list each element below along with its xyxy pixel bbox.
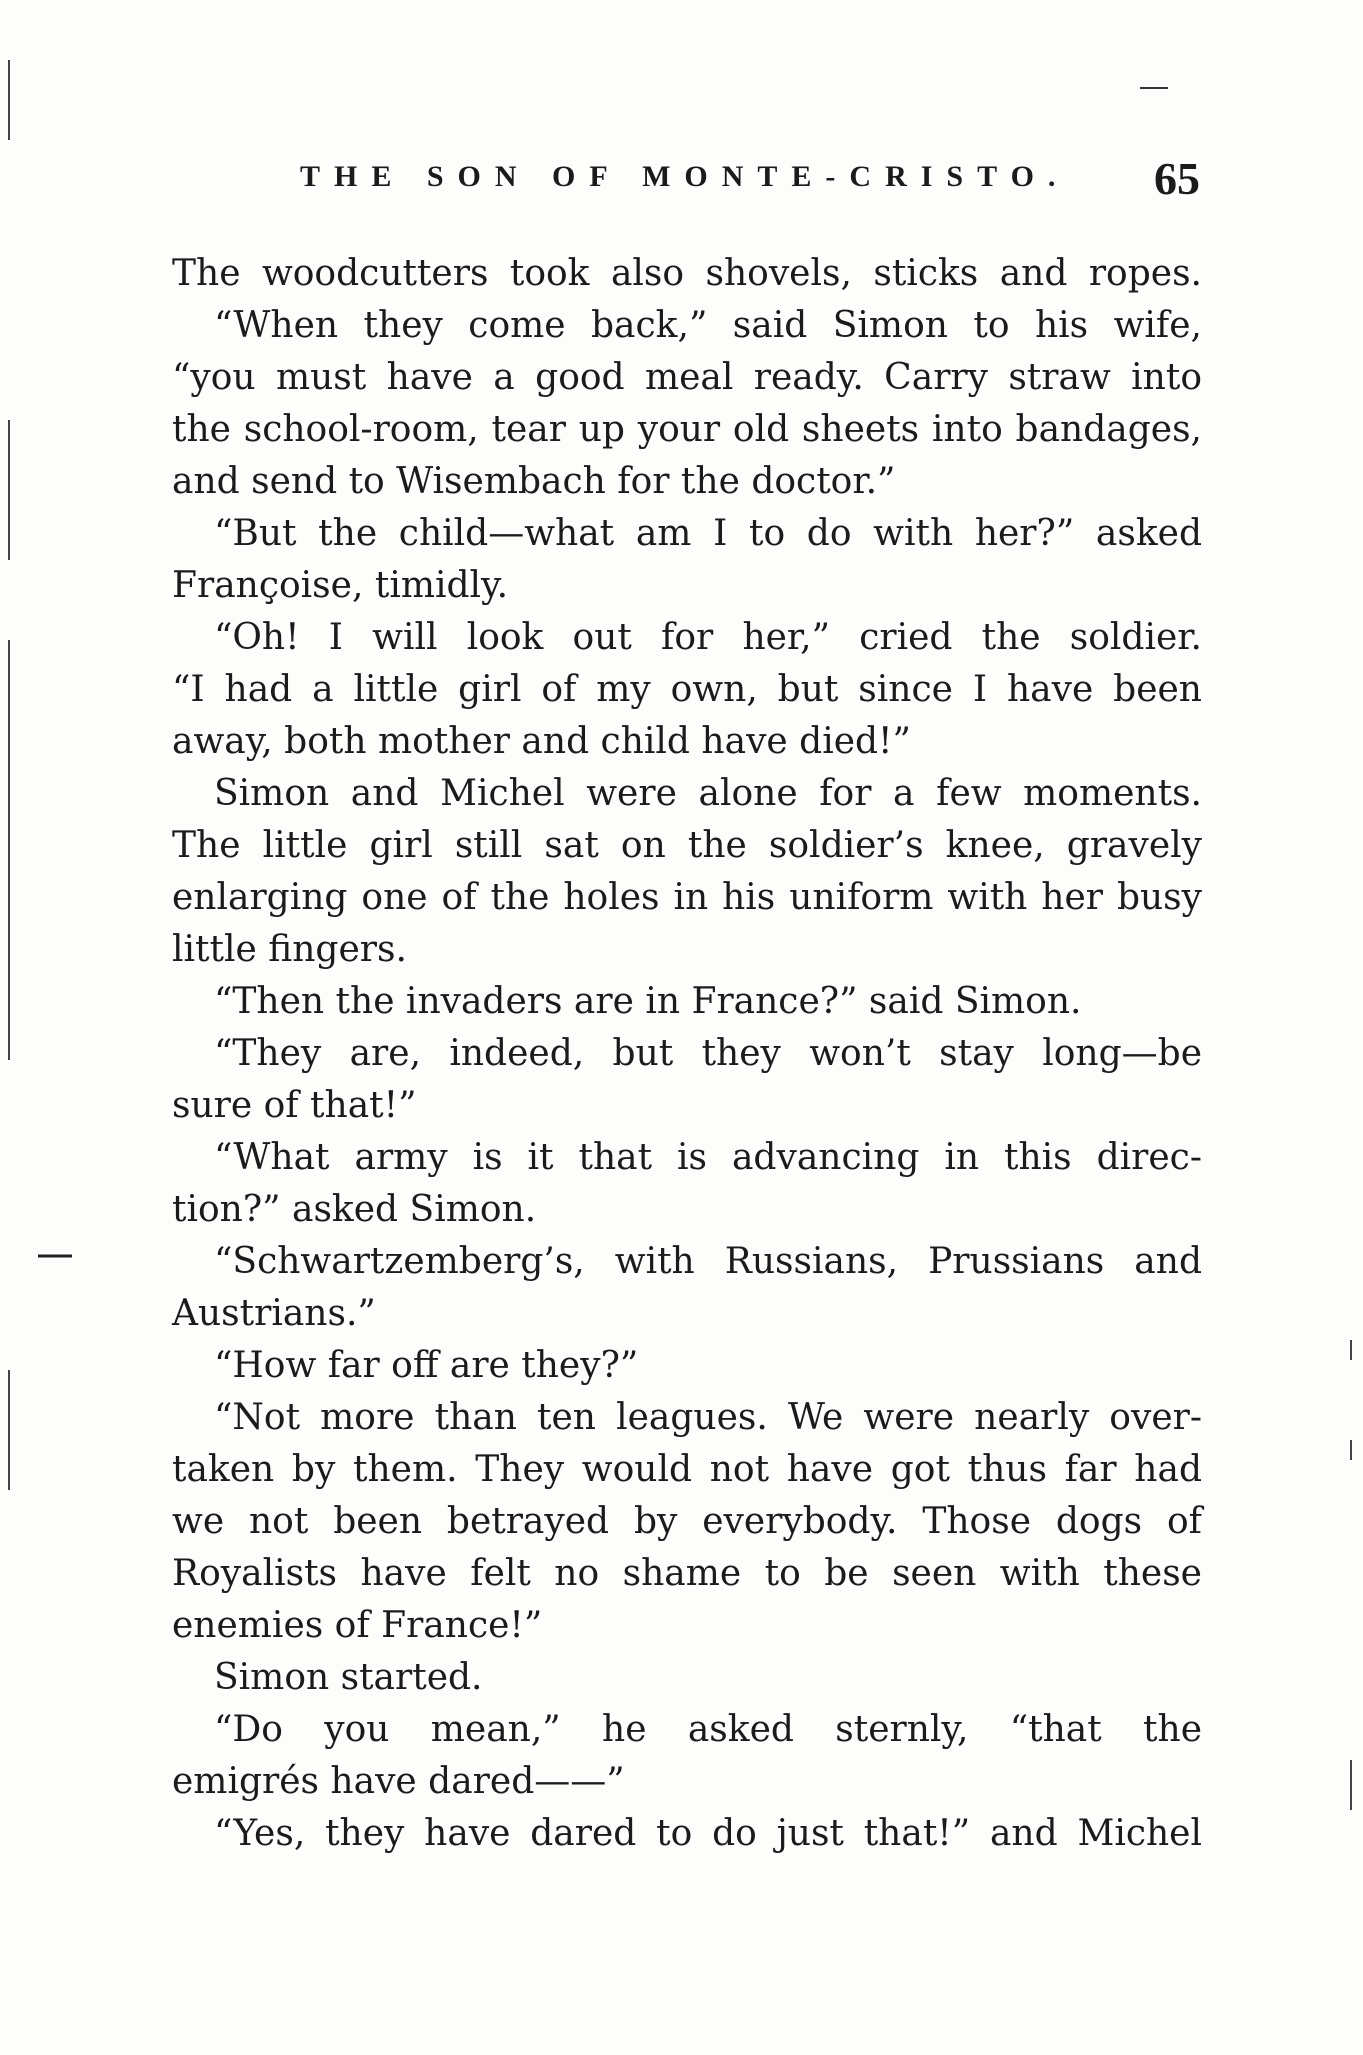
text-line: “How far off are they?” <box>214 1345 639 1386</box>
text-line: Simon started. <box>214 1657 483 1698</box>
scan-margin-mark <box>1350 1440 1352 1460</box>
page-number: 65 <box>1154 153 1200 204</box>
text-line: tion?” asked Simon. <box>172 1189 537 1230</box>
scan-margin-mark <box>8 420 10 560</box>
text-line: The woodcutters took also shovels, sticks and ropes. <box>172 253 1202 294</box>
text-line: “Do you mean,” he asked sternly, “that the <box>214 1709 1202 1750</box>
text-line: and send to Wisembach for the doctor.” <box>172 461 896 502</box>
text-line: “But the child—what am I to do with her?” asked <box>214 513 1202 554</box>
text-line: The little girl still sat on the soldier’s knee, gravely <box>172 825 1202 866</box>
text-line: Simon and Michel were alone for a few moments. <box>214 773 1202 814</box>
scan-margin-mark <box>8 60 10 140</box>
text-line: away, both mother and child have died!” <box>172 721 911 762</box>
text-line: “They are, indeed, but they won’t stay long—be <box>214 1033 1202 1074</box>
text-line: little fingers. <box>172 929 407 970</box>
text-line: enemies of France!” <box>172 1605 543 1646</box>
text-line: enlarging one of the holes in his uniform with her busy <box>172 877 1202 918</box>
scan-margin-mark <box>1350 1340 1352 1360</box>
running-head <box>170 152 1200 212</box>
text-line: “I had a little girl of my own, but since I have been <box>172 669 1202 710</box>
text-line: sure of that!” <box>172 1085 417 1126</box>
text-line: “Oh! I will look out for her,” cried the soldier. <box>214 617 1202 658</box>
text-line: we not been betrayed by everybody. Those dogs of <box>172 1501 1202 1542</box>
text-line: “Yes, they have dared to do just that!” and Michel <box>214 1813 1202 1854</box>
text-line: Françoise, timidly. <box>172 565 509 606</box>
text-line: taken by them. They would not have got thus far had <box>172 1449 1202 1490</box>
text-line: the school-room, tear up your old sheets into bandages, <box>172 409 1202 450</box>
text-line: “you must have a good meal ready. Carry straw into <box>172 357 1202 398</box>
text-line: “Then the invaders are in France?” said Simon. <box>214 981 1082 1022</box>
scan-top-mark <box>1140 86 1168 90</box>
text-line: “What army is it that is advancing in this direc- <box>214 1137 1202 1178</box>
text-line: Royalists have felt no shame to be seen with these <box>172 1553 1202 1594</box>
text-line: Austrians.” <box>172 1293 376 1334</box>
scan-margin-mark <box>8 640 10 1060</box>
running-title: THE SON OF MONTE-CRISTO. <box>300 160 1070 193</box>
text-line: “Not more than ten leagues. We were nearly over- <box>214 1397 1202 1438</box>
text-line: emigrés have dared——” <box>172 1761 625 1802</box>
body-text <box>172 248 1202 1860</box>
scan-margin-mark <box>1350 1760 1352 1810</box>
scan-margin-mark <box>8 1370 10 1490</box>
text-line: “Schwartzemberg’s, with Russians, Prussians and <box>214 1241 1202 1282</box>
text-line: “When they come back,” said Simon to his wife, <box>214 305 1202 346</box>
margin-arrow-mark <box>38 1253 72 1259</box>
